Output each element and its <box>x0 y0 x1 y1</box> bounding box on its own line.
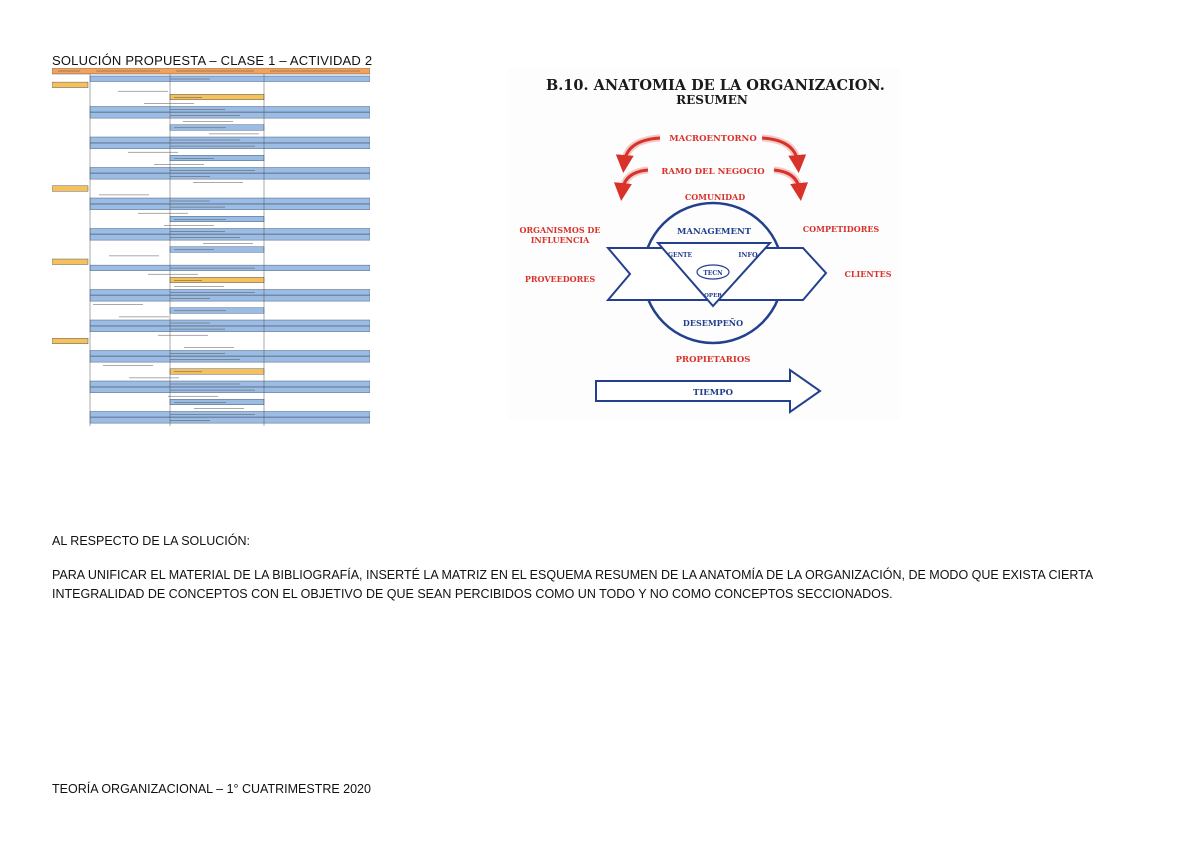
matrix-blue-row <box>90 296 370 302</box>
matrix-cell <box>170 277 264 283</box>
document-title: SOLUCIÓN PROPUESTA – CLASE 1 – ACTIVIDAD 2 <box>52 53 373 68</box>
matrix-blue-row <box>90 229 370 235</box>
label-oper: OPER <box>704 293 722 299</box>
label-competidores: COMPETIDORES <box>802 224 880 234</box>
label-ramo: RAMO DEL NEGOCIO <box>661 167 765 177</box>
label-macroentorno: MACROENTORNO <box>669 134 757 144</box>
label-tiempo: TIEMPO <box>693 388 733 398</box>
label-desempeno: DESEMPEÑO <box>682 318 744 328</box>
label-tecn: TECN <box>703 270 723 277</box>
matrix-cell <box>170 308 264 314</box>
matrix-blue-row <box>90 107 370 113</box>
label-clientes: CLIENTES <box>844 269 892 279</box>
matrix-blue-row <box>90 418 370 424</box>
matrix-section-cell <box>52 338 88 344</box>
label-gente: GENTE <box>667 252 693 259</box>
matrix-blue-row <box>90 204 370 210</box>
matrix-section-cell <box>52 259 88 265</box>
label-management: MANAGEMENT <box>676 227 752 237</box>
anatomy-title-2: RESUMEN <box>676 93 748 107</box>
label-organismos-2: INFLUENCIA <box>530 235 590 245</box>
matrix-image <box>52 68 370 426</box>
matrix-blue-row <box>90 198 370 204</box>
matrix-blue-row <box>90 174 370 180</box>
label-organismos-1: ORGANISMOS DE <box>519 225 601 235</box>
matrix-blue-row <box>90 351 370 357</box>
matrix-blue-row <box>90 320 370 326</box>
anatomy-title-1: B.10. ANATOMIA DE LA ORGANIZACION. <box>546 77 885 94</box>
solution-body: PARA UNIFICAR EL MATERIAL DE LA BIBLIOGRAFÍA, INSERTÉ LA MATRIZ EN EL ESQUEMA RESUMEN DE LA ANATOMÍA DE LA ORGANIZACIÓN, DE MODO QUE EXISTA CIERTA INTEGRALIDAD DE CONCEPTOS CON EL OBJETIVO DE QUE SEAN PERCIBIDOS COMO UN TODO Y NO COMO CONCEPTOS SECCIONADOS. <box>52 568 1093 601</box>
footer: TEORÍA ORGANIZACIONAL – 1° CUATRIMESTRE 2020 <box>52 782 371 796</box>
solution-heading: AL RESPECTO DE LA SOLUCIÓN: <box>52 534 250 548</box>
label-info: INFO <box>738 251 758 259</box>
matrix-blue-row <box>90 76 370 82</box>
anatomy-diagram <box>508 68 900 420</box>
label-comunidad: COMUNIDAD <box>684 192 746 202</box>
matrix-section-cell <box>52 82 88 88</box>
label-proveedores: PROVEEDORES <box>524 274 596 284</box>
label-propietarios: PROPIETARIOS <box>675 355 751 365</box>
matrix-section-cell <box>52 186 88 192</box>
matrix-blue-row <box>90 326 370 332</box>
